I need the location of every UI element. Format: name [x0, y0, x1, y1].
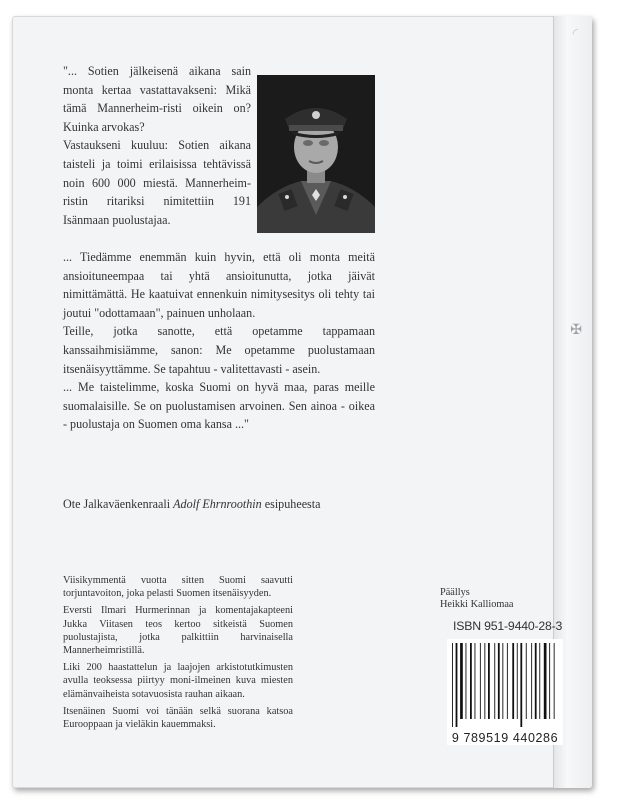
barcode-bar: [480, 643, 481, 719]
barcode-bar: [554, 643, 555, 719]
quote-paragraph: "... Sotien jälkeisenä aikana sain monta kertaa vastattavakseni: Mikä tämä Mannerheim-risti oikein on? Kuinka arvokas?: [63, 64, 251, 134]
barcode-bar: [470, 643, 472, 719]
summary-paragraph: Liki 200 haastattelun ja laajojen arkistotutkimusten avulla teoksessa piirtyy moni-ilmeinen kuva miesten elämänvaiheista sotavuosista rauhan aikaan.: [63, 662, 293, 700]
barcode-bar: [475, 643, 476, 719]
barcode-bar: [539, 643, 540, 719]
cover-credit-label: Päällys: [440, 587, 470, 598]
barcode-bar: [531, 643, 532, 719]
source-suffix: esipuheesta: [264, 497, 321, 511]
summary-paragraph: Viisikymmentä vuotta sitten Suomi saavutti torjuntavoiton, joka pelasti Suomen itsenäisyyden.: [63, 575, 293, 600]
barcode-bar: [512, 643, 514, 719]
barcode-bar: [502, 643, 503, 719]
quote-paragraph: ... Tiedämme enemmän kuin hyvin, että oli monta meitä ansioituneempaa tai yhtä ansioitunutta, jotka jäivät nimittämättä. He kaatuivat ennenkuin nimitysesitys oli tehty tai joutui "odottamaan", painuen unholaan.: [63, 250, 375, 320]
source-prefix: Ote Jalkaväenkenraali: [63, 497, 171, 511]
spine-mark-top: ◜: [572, 27, 578, 42]
book-summary: [63, 574, 293, 735]
cover-credit: [440, 587, 560, 612]
barcode-bar: [484, 643, 485, 719]
barcode-bar: [460, 643, 463, 719]
barcode-bar: [494, 643, 495, 719]
barcode: [447, 639, 563, 745]
barcode-bar: [498, 643, 500, 719]
quote-paragraph: Vastaukseni kuuluu: Sotien aikana taisteli ja toimi erilaisissa tehtävissä noin 600 000 miestä. Mannerheim-ristin ritariksi nimitettiin 191 Isänmaan puolustajaa.: [63, 138, 251, 227]
quote-intro: [63, 62, 251, 229]
barcode-bar: [517, 643, 518, 719]
quote-paragraph: Teille, jotka sanotte, että opetamme tappamaan kanssaihmisiämme, sanon: Me opetamme puolustamaan itsenäisyyttämme. Se tapahtuu - valitettavasti - asein.: [63, 324, 375, 376]
author-photo: [257, 75, 375, 233]
barcode-bar: [520, 643, 522, 727]
barcode-bar: [526, 643, 527, 719]
barcode-bars: [450, 643, 560, 727]
summary-paragraph: Eversti Ilmari Hurmerinnan ja komentajakapteeni Jukka Viitasen teos kertoo sitkeistä Suomen puolustajista, jotka palkittiin harvinaisella Mannerheimristillä.: [63, 605, 293, 657]
barcode-number: 9 789519 440286: [451, 731, 559, 745]
barcode-bar: [456, 643, 458, 727]
barcode-bar: [535, 643, 537, 719]
barcode-bar: [507, 643, 508, 719]
barcode-bar: [488, 643, 490, 719]
isbn-text: ISBN 951-9440-28-3: [453, 619, 563, 633]
portrait-illustration: [257, 75, 375, 233]
summary-paragraph: Itsenäinen Suomi voi tänään selkä suorana katsoa Eurooppaan ja vieläkin kauemmaksi.: [63, 705, 293, 731]
barcode-bar: [452, 643, 453, 727]
quote-paragraph: ... Me taistelimme, koska Suomi on hyvä maa, paras meille suomalaisille. Se on puolustamisen arvoinen. Sen ainoa - oikea - puolustaja on Suomen oma kansa ...": [63, 380, 375, 432]
barcode-bar: [544, 643, 547, 719]
barcode-bar: [466, 643, 467, 719]
quote-source: [63, 495, 375, 514]
source-author-name: Adolf Ehrnroothin: [173, 497, 262, 511]
quote-body: [63, 248, 375, 434]
cover-credit-name: Heikki Kalliomaa: [440, 599, 514, 611]
spine-cross-icon: ✠: [570, 323, 582, 338]
barcode-bar: [549, 643, 550, 719]
